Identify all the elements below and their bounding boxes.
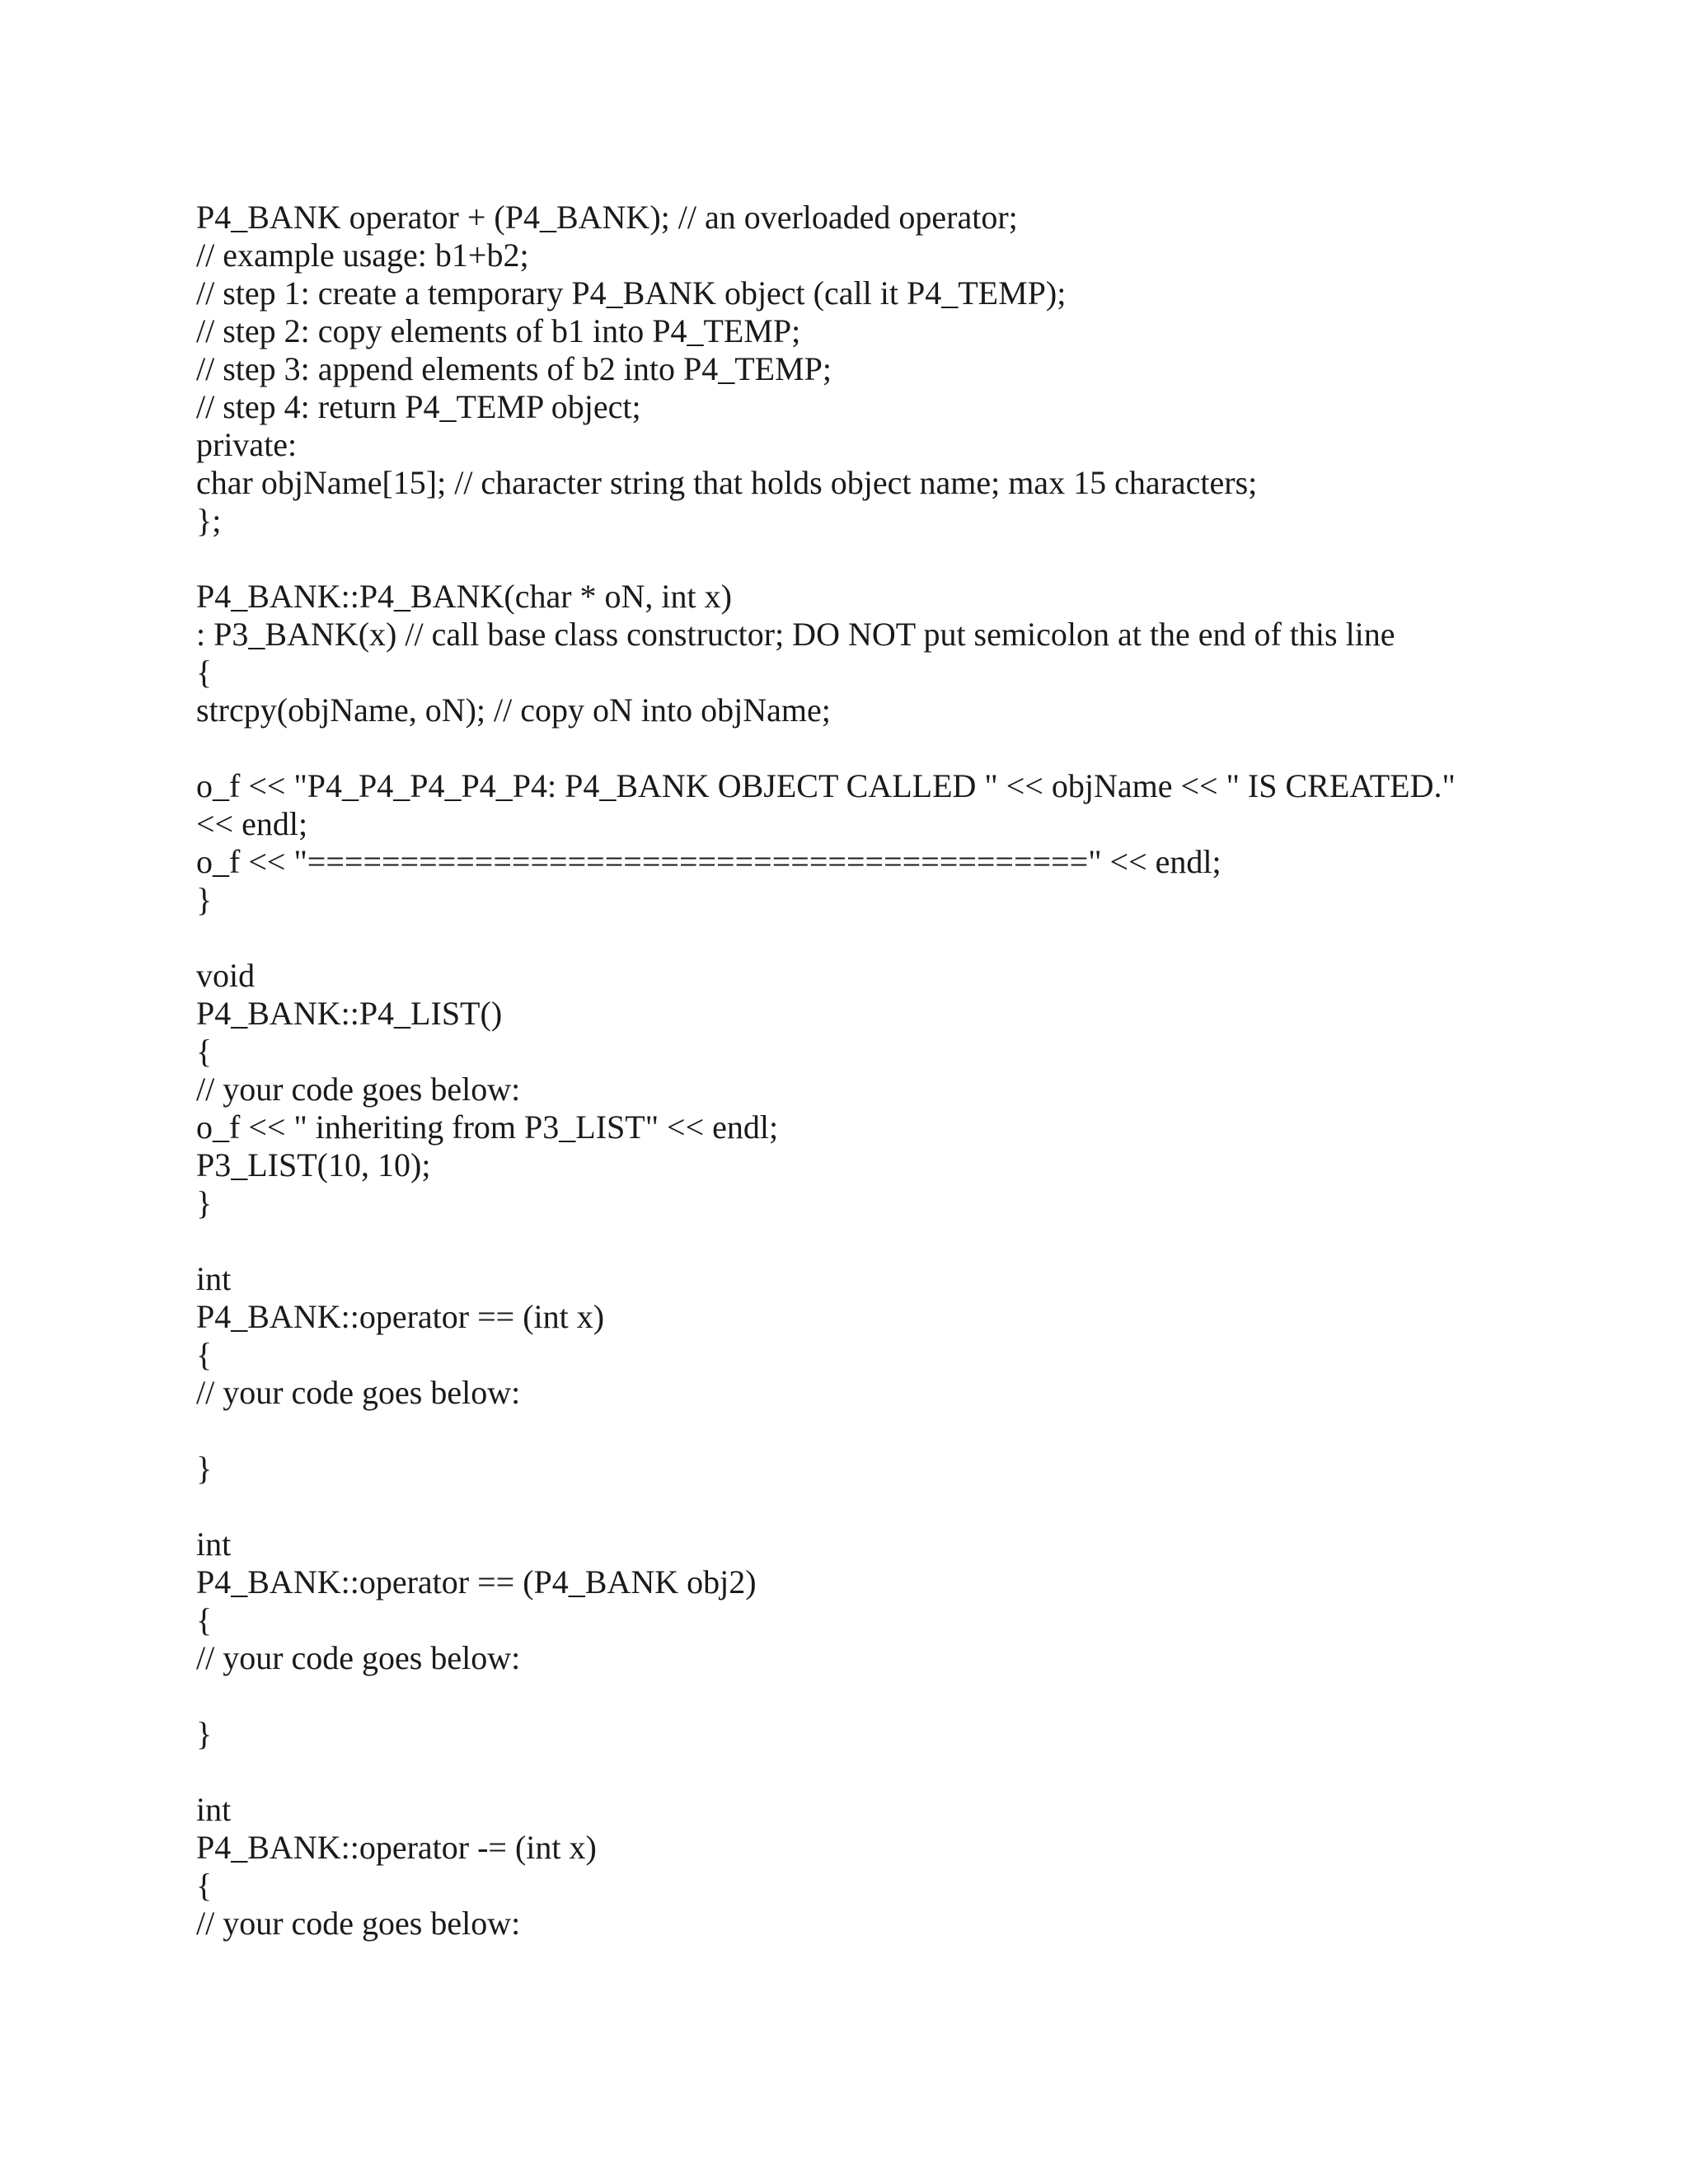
code-line: // your code goes below: — [196, 1071, 521, 1108]
code-line: { — [196, 1867, 213, 1904]
blank-line — [196, 919, 1515, 957]
code-line: private: — [196, 426, 298, 463]
blank-line — [196, 1412, 1515, 1450]
code-line: P4_BANK::operator == (int x) — [196, 1298, 605, 1335]
code-line: void — [196, 957, 256, 994]
code-line: o_f << "P4_P4_P4_P4_P4: P4_BANK OBJECT CALLED " << objName << " IS CREATED." — [196, 767, 1456, 804]
code-line: // step 3: append elements of b2 into P4_TEMP; — [196, 350, 832, 387]
code-line: << endl; — [196, 805, 308, 842]
code-line: int — [196, 1526, 232, 1563]
code-line: // step 2: copy elements of b1 into P4_TEMP; — [196, 312, 801, 349]
code-line: P3_LIST(10, 10); — [196, 1146, 431, 1183]
code-line: } — [196, 881, 213, 918]
code-line: char objName[15]; // character string that holds object name; max 15 characters; — [196, 464, 1258, 501]
code-line: o_f << " inheriting from P3_LIST" << endl; — [196, 1108, 779, 1146]
code-line: } — [196, 1184, 213, 1221]
code-line: int — [196, 1260, 232, 1297]
code-line: P4_BANK operator + (P4_BANK); // an overloaded operator; — [196, 199, 1018, 236]
blank-line — [196, 1222, 1515, 1260]
blank-line — [196, 540, 1515, 578]
code-line: // step 4: return P4_TEMP object; — [196, 388, 641, 425]
blank-line — [196, 1753, 1515, 1791]
code-line: // your code goes below: — [196, 1639, 521, 1676]
code-line: P4_BANK::operator -= (int x) — [196, 1829, 597, 1866]
code-line: o_f << "==========================================" << endl; — [196, 843, 1221, 880]
code-line: { — [196, 1336, 213, 1373]
code-listing — [196, 199, 1515, 1943]
code-line: }; — [196, 502, 222, 539]
code-line: P4_BANK::P4_BANK(char * oN, int x) — [196, 578, 732, 615]
code-line: P4_BANK::P4_LIST() — [196, 995, 503, 1032]
code-line: { — [196, 654, 213, 691]
code-line: // example usage: b1+b2; — [196, 237, 529, 274]
code-line: // step 1: create a temporary P4_BANK object (call it P4_TEMP); — [196, 274, 1067, 312]
code-line: { — [196, 1601, 213, 1638]
code-line: } — [196, 1450, 213, 1487]
code-line: P4_BANK::operator == (P4_BANK obj2) — [196, 1563, 757, 1601]
code-line: { — [196, 1033, 213, 1070]
code-line: int — [196, 1791, 232, 1828]
code-line: : P3_BANK(x) // call base class constructor; DO NOT put semicolon at the end of this line — [196, 616, 1395, 653]
code-line: // your code goes below: — [196, 1905, 521, 1942]
code-line: // your code goes below: — [196, 1374, 521, 1411]
code-line: strcpy(objName, oN); // copy oN into objName; — [196, 691, 831, 729]
blank-line — [196, 1677, 1515, 1715]
blank-line — [196, 729, 1515, 767]
blank-line — [196, 1488, 1515, 1526]
code-line: } — [196, 1715, 213, 1752]
